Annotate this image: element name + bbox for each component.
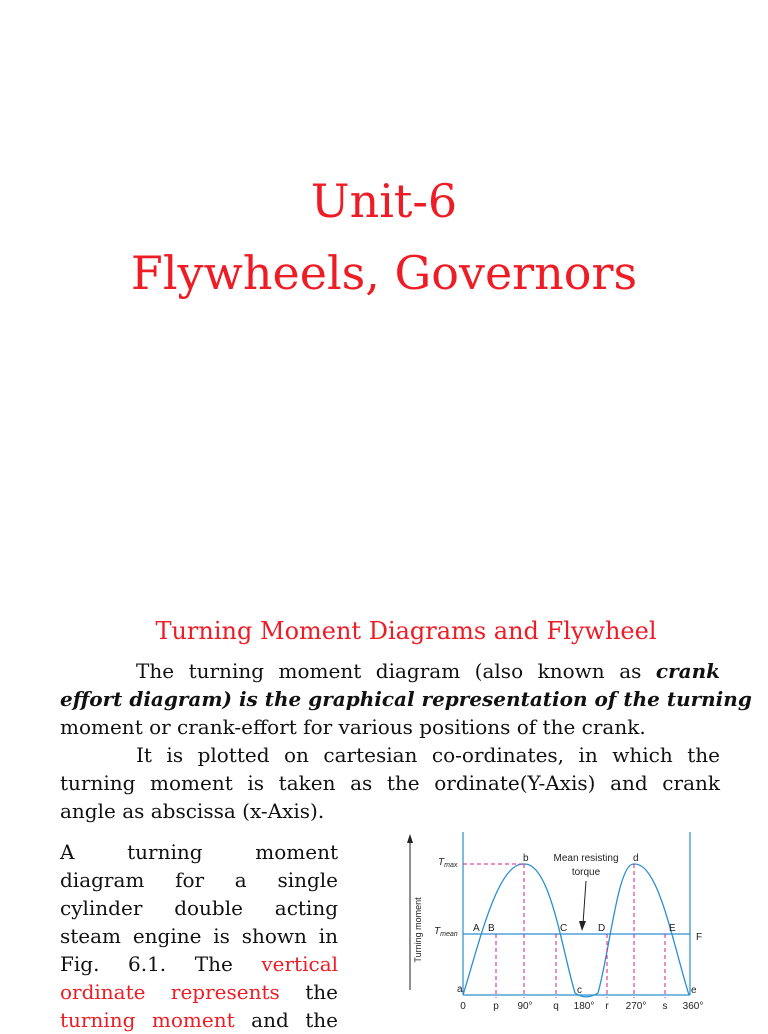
section-heading: Turning Moment Diagrams and Flywheel xyxy=(155,617,657,645)
para3-line3: cylinder double acting xyxy=(60,896,339,920)
para2-line2: turning moment is taken as the ordinate(Y-Axis) and crank xyxy=(60,771,720,795)
para3-line5: Fig. 6.1. The vertical xyxy=(60,952,339,976)
label-c: c xyxy=(577,985,582,996)
annotation-arrowhead-icon xyxy=(579,921,586,931)
title-line-2: Flywheels, Governors xyxy=(130,246,638,300)
label-d: d xyxy=(633,853,639,864)
para3-line2: diagram for a single xyxy=(60,868,339,892)
y-axis-arrow-icon xyxy=(407,834,413,843)
tmean-label: $T_{mean}$ xyxy=(434,926,458,938)
para2-line1: It is plotted on cartesian co-ordinates, in which the xyxy=(136,743,720,767)
label-b: b xyxy=(523,853,529,864)
para3-line6: ordinate represents the xyxy=(60,980,338,1004)
para1-line1: The turning moment diagram (also known as crank xyxy=(136,659,720,683)
label-C: C xyxy=(560,923,568,934)
x-tick-r: r xyxy=(605,1001,609,1012)
annotation-line-2: torque xyxy=(571,867,601,878)
x-tick-90: 90° xyxy=(517,1001,533,1012)
annotation-line-1: Mean resisting xyxy=(553,853,619,864)
tmax-label: $T_{max}$ xyxy=(438,857,458,869)
x-tick-q: q xyxy=(553,1001,559,1012)
x-tick-0: 0 xyxy=(460,1001,466,1012)
x-tick-360: 360° xyxy=(682,1001,704,1012)
label-A: A xyxy=(473,923,480,934)
title-line-1: Unit-6 xyxy=(310,174,458,228)
label-e: e xyxy=(691,985,697,996)
label-F: F xyxy=(696,932,703,943)
label-E: E xyxy=(669,923,676,934)
para2-line3: angle as abscissa (x-Axis). xyxy=(60,799,325,823)
turning-moment-diagram xyxy=(400,830,730,1024)
para3-line4: steam engine is shown in xyxy=(60,924,338,948)
para3-line1: A turning moment xyxy=(60,840,339,864)
para1-line2: effort diagram) is the graphical representation of the turning xyxy=(60,687,752,711)
label-D: D xyxy=(598,923,606,934)
label-a: a xyxy=(457,984,463,995)
x-tick-270: 270° xyxy=(625,1001,647,1012)
label-B: B xyxy=(488,923,495,934)
y-axis-label: Turning moment xyxy=(413,897,423,963)
x-tick-s: s xyxy=(662,1001,668,1012)
para1-line3: moment or crank-effort for various positions of the crank. xyxy=(60,715,646,739)
turning-moment-curve xyxy=(463,864,689,997)
para3 xyxy=(60,838,338,1034)
x-tick-p: p xyxy=(493,1001,499,1012)
annotation-arrow xyxy=(583,881,586,924)
x-tick-180: 180° xyxy=(573,1001,595,1012)
para3-line7: turning moment and the xyxy=(60,1008,339,1032)
